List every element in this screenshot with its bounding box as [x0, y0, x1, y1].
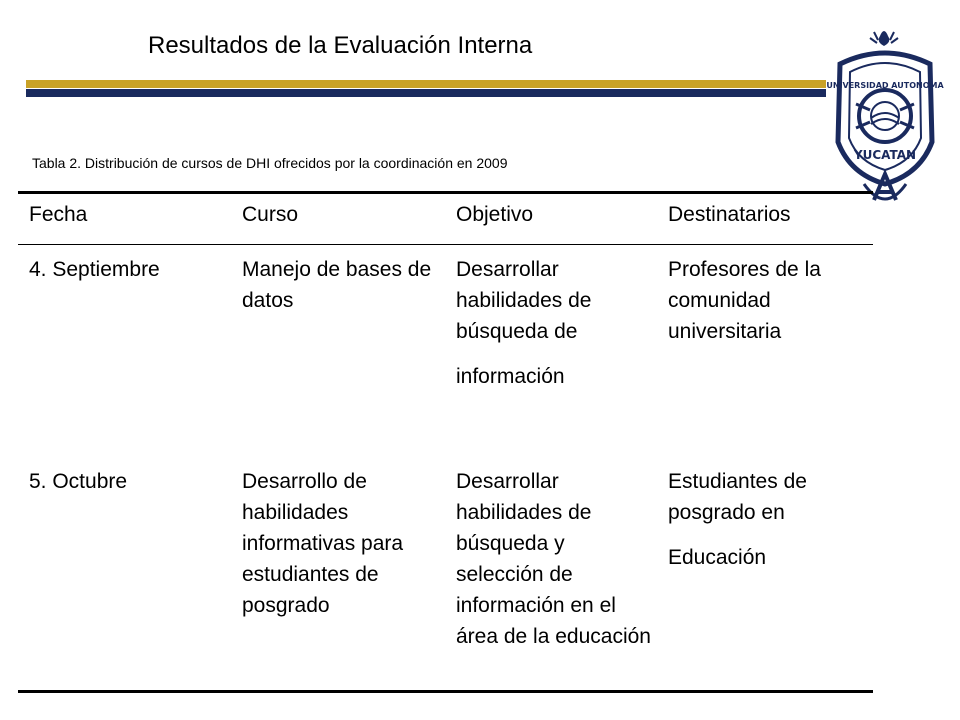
row2-destinatarios-part-b: Educación — [668, 546, 767, 569]
row1-curso: Manejo de bases de datos — [242, 258, 432, 312]
row1-destinatarios: Profesores de la comunidad universitaria — [668, 258, 821, 343]
header-fecha: Fecha — [29, 203, 88, 226]
table-bottom-rule — [18, 690, 873, 693]
row2-objetivo: Desarrollar habilidades de búsqueda y selección de información en el área de la educación — [456, 470, 651, 648]
row1-objetivo — [456, 254, 656, 392]
seal-text-top: UNIVERSIDAD AUTONOMA — [826, 81, 944, 90]
table-caption: Tabla 2. Distribución de cursos de DHI ofrecidos por la coordinación en 2009 — [32, 155, 508, 171]
header-destinatarios: Destinatarios — [668, 203, 791, 226]
row2-destinatarios — [668, 466, 868, 573]
header-curso: Curso — [242, 203, 299, 226]
university-seal-icon — [820, 24, 950, 216]
row1-objetivo-part-a: Desarrollar habilidades de búsqueda de — [456, 258, 592, 343]
table-header-rule — [18, 244, 873, 245]
table-top-rule — [18, 191, 873, 194]
row2-fecha: 5. Octubre — [29, 470, 128, 493]
seal-text-bottom: YUCATAN — [853, 148, 917, 162]
row1-fecha: 4. Septiembre — [29, 258, 160, 281]
row2-destinatarios-part-a: Estudiantes de posgrado en — [668, 470, 807, 524]
header-objetivo: Objetivo — [456, 203, 534, 226]
row2-curso: Desarrollo de habilidades informativas para estudiantes de posgrado — [242, 470, 404, 617]
row1-objetivo-part-b: información — [456, 365, 565, 388]
navy-band — [26, 89, 826, 97]
slide-title: Resultados de la Evaluación Interna — [148, 32, 533, 59]
gold-band — [26, 80, 826, 88]
